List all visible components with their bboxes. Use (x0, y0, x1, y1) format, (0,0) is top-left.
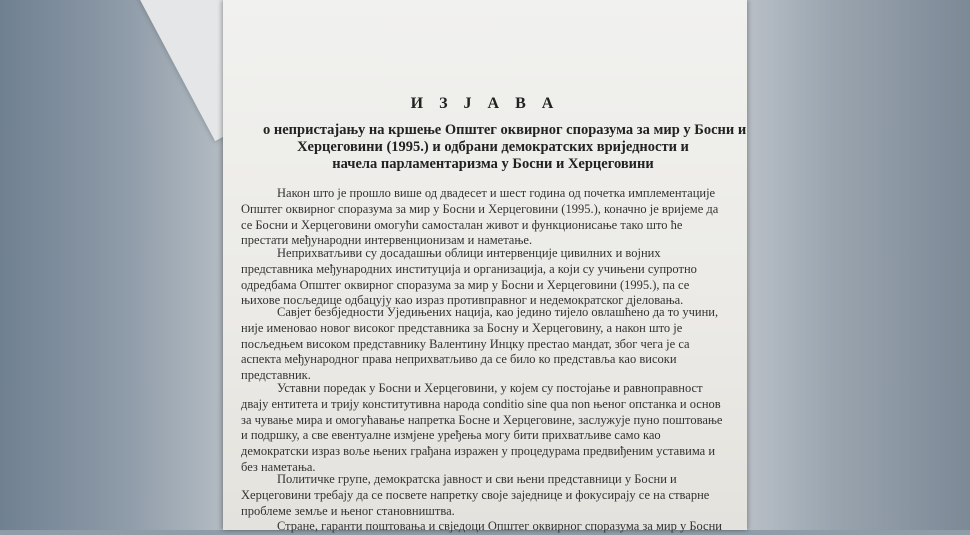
text-line: Неприхватљиви су досадашњи облици интервенције цивилних и војних (277, 246, 661, 260)
subtitle-line: Херцеговини (1995.) и одбрани демократских вриједности и (297, 139, 689, 155)
paragraph-6 (241, 519, 721, 535)
text-line: за чување мира и омогућавање напретка Босне и Херцеговине, заслужује пуно поштовање (241, 412, 723, 427)
text-line: посљедњем високом представнику Валентину Инцку престао мандат, због чега је са (241, 336, 690, 351)
text-line: није именовао новог високог представника за Босну и Херцеговину, а након што је (241, 320, 683, 335)
text-line: њихове посљедице одбацују као израз противправног и недемократског дјеловања. (241, 293, 684, 308)
text-line: двају ентитета и трију конститутивна народа conditio sine qua non њеног опстанка и основ (241, 396, 721, 411)
subtitle-line: о непристајању на кршење Општег оквирног споразума за мир у Босни и (263, 122, 747, 138)
text-line: представник. (241, 368, 311, 383)
text-line: без наметања. (241, 459, 316, 474)
text-line: и подршку, а све евентуалне измјене уређења могу бити прихватљиве само као (241, 428, 661, 443)
paragraph-4 (241, 381, 721, 476)
text-line: Након што је прошло више од двадесет и шест година од почетка имплементације (277, 186, 716, 200)
text-line: Херцеговини требају да се посвете напретку своје заједнице и фокусирају се на стварне (241, 487, 710, 502)
paragraph-1 (241, 186, 721, 249)
document-page (223, 0, 747, 533)
text-line: Савјет безбједности Уједињених нација, као једино тијело овлашћено да то учини, (277, 305, 719, 319)
document-subtitle (263, 122, 747, 173)
document-title: И З Ј А В А (410, 95, 560, 112)
text-line: одредбама Општег оквирног споразума за мир у Босни и Херцеговини (1995.), па се (241, 277, 690, 292)
text-line: Уставни поредак у Босни и Херцеговини, у којем су постојање и равноправност (277, 381, 703, 395)
text-line: проблеме земље и њеног становништва. (241, 503, 455, 518)
background-right (745, 0, 970, 530)
text-line: престати међународни интервенционизам и наметање. (241, 233, 533, 248)
text-line: представника међународних институција и организација, а који су учињени супротно (241, 261, 697, 276)
text-line: Политичке групе, демократска јавност и сви њени представници у Босни и (277, 472, 677, 486)
text-line: Стране, гаранти поштовања и свједоци Општег оквирног споразума за мир у Босни (277, 519, 722, 533)
subtitle-line: начела парламентаризма у Босни и Херцеговини (332, 156, 654, 172)
paragraph-3 (241, 305, 721, 384)
paragraph-5 (241, 472, 721, 519)
paragraph-2 (241, 246, 721, 309)
text-line: Општег оквирног споразума за мир у Босни и Херцеговини (1995.), коначно је вријеме да (241, 201, 719, 216)
text-line: демократски израз воље њених грађана изражен у процедурама предвиђеним уставима и (241, 444, 716, 459)
text-line: се Босни и Херцеговини омогући самосталан живот и функционисање тако што ће (241, 217, 683, 232)
text-line: аспекта међународног права неприхватљиво да се било ко представља као високи (241, 352, 677, 367)
